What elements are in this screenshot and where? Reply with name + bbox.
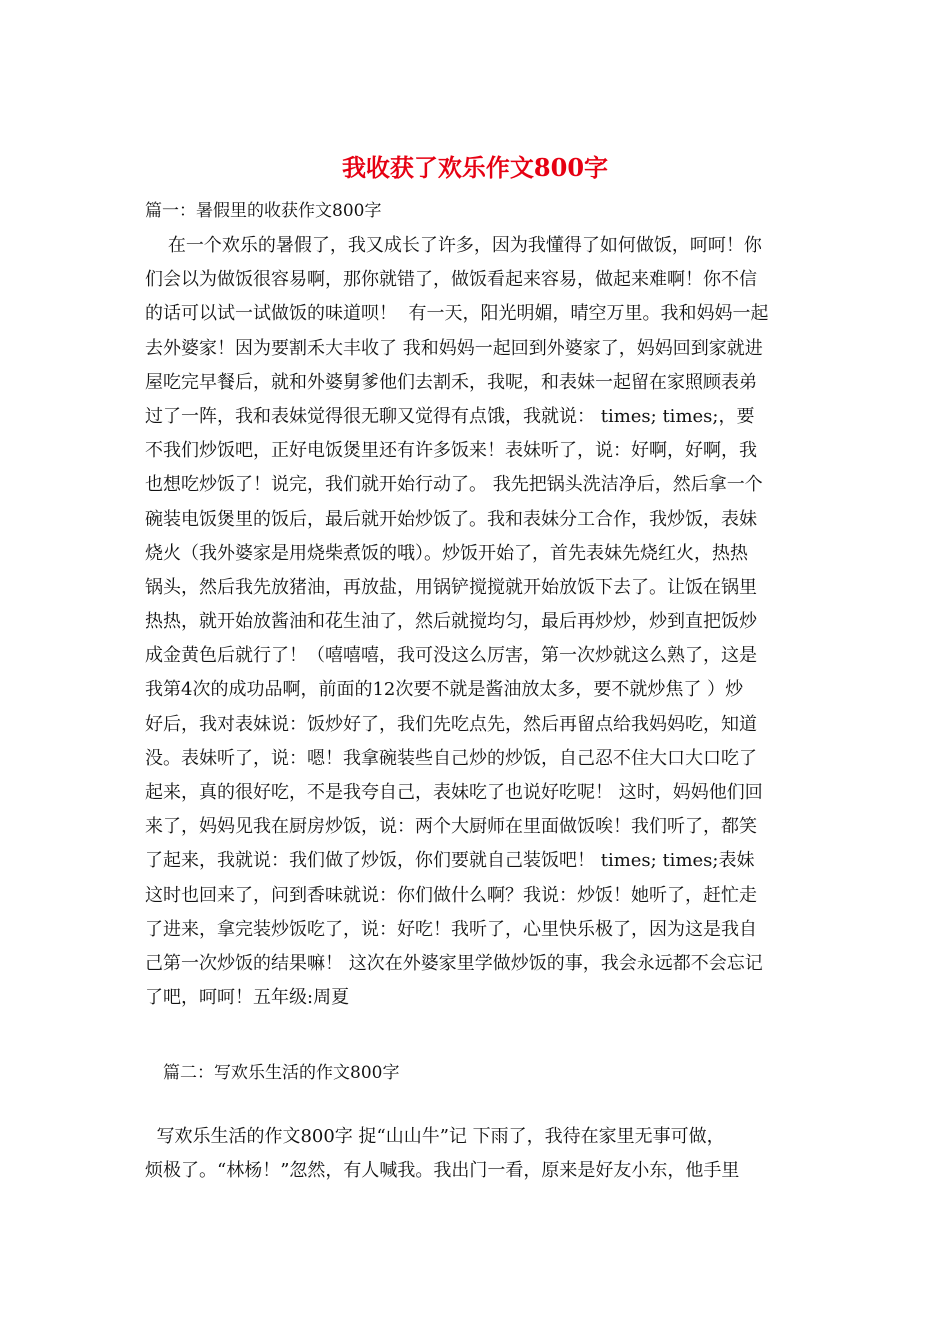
body-line: 锅头，然后我先放猪油，再放盐，用锅铲搅搅就开始放饭下去了。让饭在锅里: [145, 576, 757, 598]
body-line: 己第一次炒饭的结果嘛！ 这次在外婆家里学做炒饭的事，我会永远都不会忘记: [145, 952, 763, 974]
body-line: 碗装电饭煲里的饭后，最后就开始炒饭了。我和表妹分工合作，我炒饭，表妹: [145, 508, 757, 530]
body-line: 去外婆家！因为要割禾大丰收了 我和妈妈一起回到外婆家了，妈妈回到家就进: [145, 337, 763, 359]
body-line: 不我们炒饭吧，正好电饭煲里还有许多饭来！表妹听了，说：好啊，好啊，我: [145, 440, 757, 462]
body-line: 起来，真的很好吃，不是我夸自己，表妹吃了也说好吃呢！ 这时，妈妈他们回: [145, 782, 763, 803]
body-line: 过了一阵，我和表妹觉得很无聊又觉得有点饿，我就说： times; times;，要: [145, 405, 755, 427]
body-line: 这时也回来了，问到香味就说：你们做什么啊？我说：炒饭！她听了，赶忙走: [145, 884, 757, 906]
section-2-heading: 篇二：写欢乐生活的作文800字: [163, 1063, 400, 1083]
body-line: 热热，就开始放酱油和花生油了，然后就搅均匀，最后再炒炒，炒到直把饭炒: [145, 611, 757, 633]
body-line: 成金黄色后就行了！（嘻嘻嘻，我可没这么厉害，第一次炒就这么熟了，这是: [145, 645, 757, 667]
body-line: 烦极了。“林杨！”忽然，有人喊我。我出门一看，原来是好友小东，他手里: [145, 1160, 740, 1182]
body-line: 没。表妹听了，说：嗯！我拿碗装些自己炒的炒饭，自己忍不住大口大口吃了: [145, 747, 757, 769]
document-title: 我收获了欢乐作文800字: [341, 153, 609, 182]
body-line: 好后，我对表妹说：饭炒好了，我们先吃点先，然后再留点给我妈妈吃，知道: [145, 713, 757, 735]
body-line: 写欢乐生活的作文800字 捉“山山牛”记 下雨了，我待在家里无事可做，: [145, 1126, 725, 1147]
section-2-body: [145, 1120, 813, 1188]
body-line: 我第4次的成功品啊，前面的12次要不就是酱油放太多，要不就炒焦了 ）炒: [145, 679, 744, 701]
body-line: 了起来，我就说：我们做了炒饭，你们要就自己装饭吧！ times; times;表妹: [145, 850, 755, 872]
body-line: 屋吃完早餐后，就和外婆舅爹他们去割禾，我呢，和表妹一起留在家照顾表弟: [145, 371, 757, 393]
section-1-body: [145, 229, 813, 1015]
body-line: 来了，妈妈见我在厨房炒饭，说：两个大厨师在里面做饭唉！我们听了，都笑: [145, 816, 757, 838]
body-line: 在一个欢乐的暑假了，我又成长了许多，因为我懂得了如何做饭，呵呵！你: [145, 235, 762, 256]
body-line: 了吧，呵呵！五年级:周夏: [145, 987, 350, 1009]
body-line: 们会以为做饭很容易啊，那你就错了，做饭看起来容易，做起来难啊！你不信: [145, 269, 757, 291]
body-line: 了进来，拿完装炒饭吃了，说：好吃！我听了，心里快乐极了，因为这是我自: [145, 918, 757, 940]
section-1-heading: 篇一：暑假里的收获作文800字: [145, 201, 382, 221]
body-line: 的话可以试一试做饭的味道呗！ 有一天，阳光明媚，晴空万里。我和妈妈一起: [145, 303, 769, 325]
body-line: 烧火（我外婆家是用烧柴煮饭的哦）。炒饭开始了，首先表妹先烧红火，热热: [145, 542, 748, 564]
body-line: 也想吃炒饭了！说完，我们就开始行动了。 我先把锅头洗洁净后，然后拿一个: [145, 474, 763, 496]
